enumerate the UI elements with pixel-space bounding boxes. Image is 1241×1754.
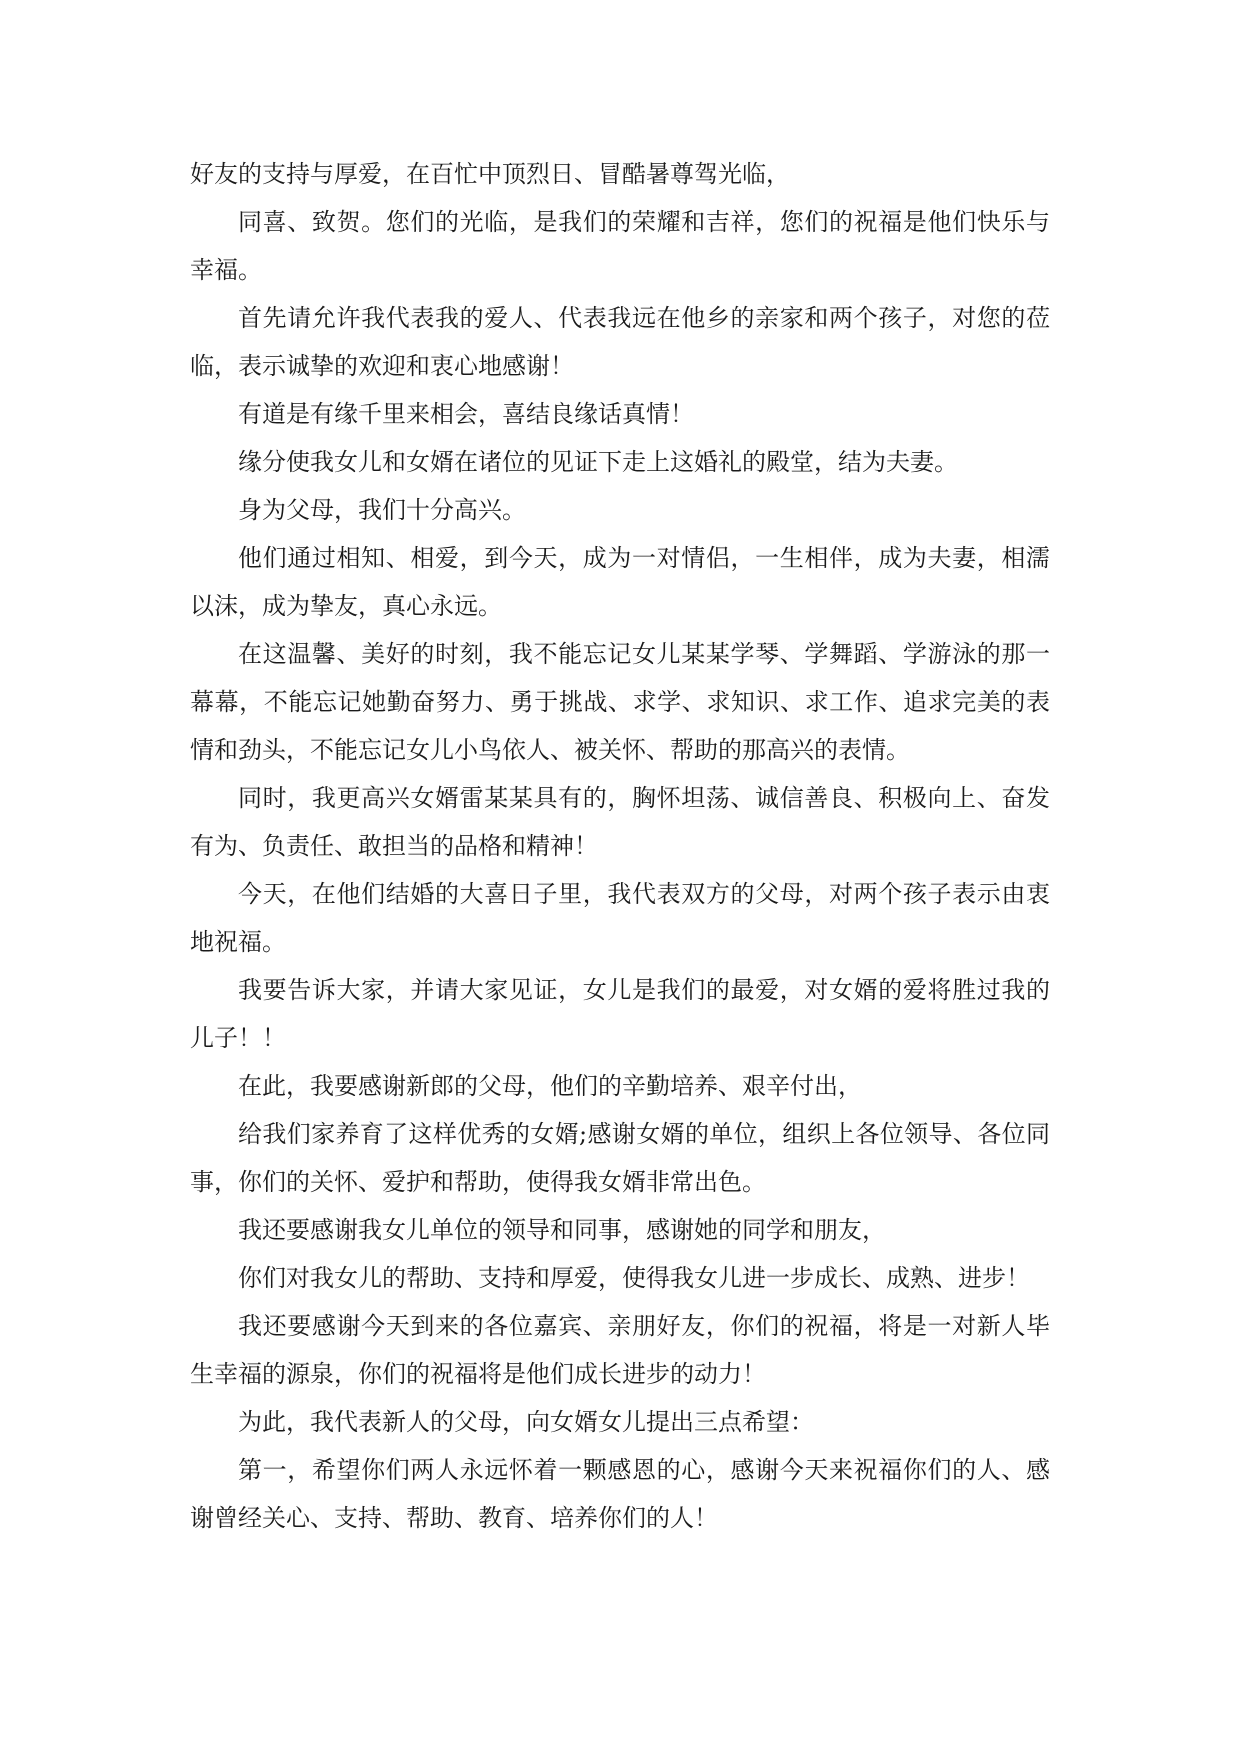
paragraph: 在此，我要感谢新郎的父母，他们的辛勤培养、艰辛付出， xyxy=(238,1072,862,1100)
paragraph: 在这温馨、美好的时刻，我不能忘记女儿某某学琴、学舞蹈、学游泳的那一幕幕，不能忘记她勤奋努力、勇于挑战、求学、求知识、求工作、追求完美的表情和劲头，不能忘记女儿小鸟依人、被关怀、帮助的那高兴的表情。 xyxy=(190,640,1050,764)
paragraph: 第一，希望你们两人永远怀着一颗感恩的心，感谢今天来祝福你们的人、感谢曾经关心、支持、帮助、教育、培养你们的人！ xyxy=(190,1456,1050,1532)
paragraph: 同时，我更高兴女婿雷某某具有的，胸怀坦荡、诚信善良、积极向上、奋发有为、负责任、敢担当的品格和精神！ xyxy=(190,784,1050,860)
paragraph: 同喜、致贺。您们的光临，是我们的荣耀和吉祥，您们的祝福是他们快乐与幸福。 xyxy=(190,208,1050,284)
paragraph: 身为父母，我们十分高兴。 xyxy=(238,496,526,524)
paragraph: 你们对我女儿的帮助、支持和厚爱，使得我女儿进一步成长、成熟、进步！ xyxy=(238,1264,1030,1292)
paragraph: 他们通过相知、相爱，到今天，成为一对情侣，一生相伴，成为夫妻，相濡以沫，成为挚友，真心永远。 xyxy=(190,544,1050,620)
paragraph: 缘分使我女儿和女婿在诸位的见证下走上这婚礼的殿堂，结为夫妻。 xyxy=(238,448,958,476)
paragraph: 今天，在他们结婚的大喜日子里，我代表双方的父母，对两个孩子表示由衷地祝福。 xyxy=(190,880,1050,956)
paragraph: 首先请允许我代表我的爱人、代表我远在他乡的亲家和两个孩子，对您的莅临，表示诚挚的欢迎和衷心地感谢！ xyxy=(190,304,1050,380)
paragraph: 我还要感谢我女儿单位的领导和同事，感谢她的同学和朋友， xyxy=(238,1216,886,1244)
paragraph: 好友的支持与厚爱，在百忙中顶烈日、冒酷暑尊驾光临， xyxy=(190,160,790,188)
paragraph: 为此，我代表新人的父母，向女婿女儿提出三点希望： xyxy=(238,1408,814,1436)
paragraph: 我要告诉大家，并请大家见证，女儿是我们的最爱，对女婿的爱将胜过我的儿子！！ xyxy=(190,976,1050,1052)
paragraph: 我还要感谢今天到来的各位嘉宾、亲朋好友，你们的祝福，将是一对新人毕生幸福的源泉，你们的祝福将是他们成长进步的动力！ xyxy=(190,1312,1050,1388)
document-body xyxy=(190,150,1050,1542)
paragraph: 有道是有缘千里来相会，喜结良缘话真情！ xyxy=(238,400,694,428)
paragraph: 给我们家养育了这样优秀的女婿;感谢女婿的单位，组织上各位领导、各位同事，你们的关怀、爱护和帮助，使得我女婿非常出色。 xyxy=(190,1120,1050,1196)
